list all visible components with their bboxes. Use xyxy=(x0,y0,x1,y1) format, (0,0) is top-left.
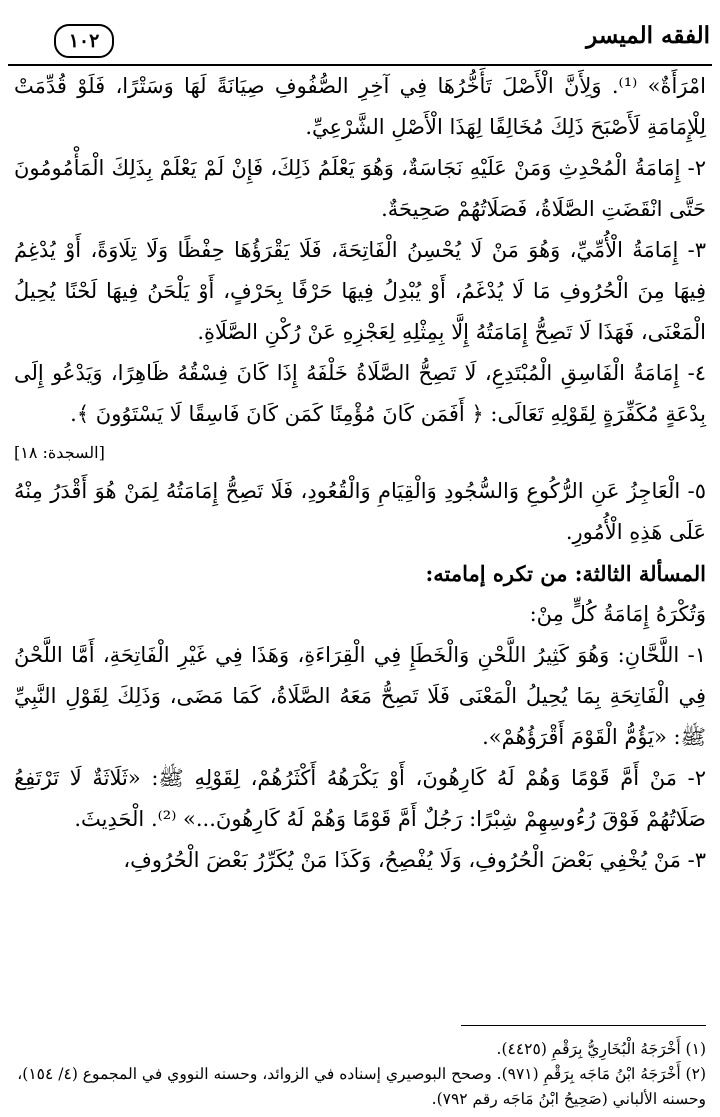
paragraph: ٤- إِمَامَةُ الْفَاسِقِ الْمُبْتَدِعِ، لَا تَصِحُّ الصَّلَاةُ خَلْفَهُ إِذَا كَانَ فِسْقُهُ ظَاهِرًا، وَيَدْعُو إِلَى بِدْعَةٍ مُكَفِّرَةٍ لِقَوْلِهِ تَعَالَى: ﴿ أَفَمَن كَانَ مُؤْمِنًا كَمَن كَانَ فَاسِقًا لَا يَسْتَوُونَ ﴾. xyxy=(14,361,706,426)
list-item: ٣- مَنْ يُخْفِي بَعْضَ الْحُرُوفِ، وَلَا يُفْصِحُ، وَكَذَا مَنْ يُكَرِّرُ بَعْضَ الْحُرُوفِ، xyxy=(123,848,706,872)
list-item: ١- اللَّحَّانِ: وَهُوَ كَثِيرُ اللَّحْنِ وَالْخَطَإِ فِي الْقِرَاءَةِ، وَهَذَا فِي غَيْرِ الْفَاتِحَةِ، أَمَّا اللَّحْنُ فِي الْفَاتِحَةِ بِمَا يُحِيلُ الْمَعْنَى فَلَا تَصِحُّ مَعَهُ الصَّلَاةُ، كَمَا مَضَى، وَذَلِكَ لِقَوْلِ النَّبِيِّ ﷺ: «يَؤُمُّ الْقَوْمَ أَقْرَؤُهُمْ». xyxy=(14,643,706,749)
paragraph: ٣- إِمَامَةُ الْأُمِّيِّ، وَهُوَ مَنْ لَا يُحْسِنُ الْفَاتِحَةَ، فَلَا يَقْرَؤُهَا حِفْظًا وَلَا تِلَاوَةً، أَوْ يُدْغِمُ فِيهَا مِنَ الْحُرُوفِ مَا لَا يُدْغَمُ، أَوْ يُبْدِلُ فِيهَا حَرْفًا بِحَرْفٍ، أَوْ يَلْحَنُ فِيهَا لَحْنًا يُحِيلُ الْمَعْنَى، فَهَذَا لَا تَصِحُّ إِمَامَتُهُ إِلَّا بِمِثْلِهِ لِعَجْزِهِ عَنْ رُكْنِ الصَّلَاةِ. xyxy=(14,238,706,344)
footnote-divider xyxy=(461,1025,706,1026)
quran-reference: [السجدة: ١٨] xyxy=(14,443,105,462)
paragraph: امْرَأَةٌ» ⁽¹⁾. وَلِأَنَّ الْأَصْلَ تَأَخُّرُهَا فِي آخِرِ الصُّفُوفِ صِيَانَةً لَهَا وَسَتْرًا، فَلَوْ قُدِّمَتْ لِلْإِمَامَةِ لَأَصْبَحَ ذَلِكَ مُخَالِفًا لِهَذَا الْأَصْلِ الشَّرْعِيِّ. xyxy=(14,74,706,139)
page-number-badge: ١٠٢ xyxy=(54,24,114,58)
section-heading: المسألة الثالثة: من تكره إمامته: xyxy=(425,561,706,586)
book-title: الفقه الميسر xyxy=(586,22,710,49)
page-header xyxy=(8,14,712,66)
list-item: ٢- مَنْ أَمَّ قَوْمًا وَهُمْ لَهُ كَارِهُونَ، أَوْ يَكْرَهُهُ أَكْثَرُهُمْ، لِقَوْلِهِ ﷺ: «ثَلَاثَةٌ لَا تَرْتَفِعُ صَلَاتُهُمْ فَوْقَ رُءُوسِهِمْ شِبْرًا: رَجُلٌ أَمَّ قَوْمًا وَهُمْ لَهُ كَارِهُونَ...» ⁽²⁾. الْحَدِيثَ. xyxy=(14,766,706,831)
paragraph: ٥- الْعَاجِزُ عَنِ الرُّكُوعِ وَالسُّجُودِ وَالْقِيَامِ وَالْقُعُودِ، فَلَا تَصِحُّ إِمَامَتُهُ لِمَنْ هُوَ أَقْدَرُ مِنْهُ عَلَى هَذِهِ الْأُمُورِ. xyxy=(14,479,706,544)
footnote: (١) أَخْرَجَهُ الْبُخَارِيُّ بِرَقْمِ (٤٤٢٥). xyxy=(496,1040,706,1058)
main-text xyxy=(14,66,706,881)
intro-line: وَتُكْرَهُ إِمَامَةُ كُلٍّ مِنْ: xyxy=(529,602,706,626)
paragraph: ٢- إِمَامَةُ الْمُحْدِثِ وَمَنْ عَلَيْهِ نَجَاسَةٌ، وَهُوَ يَعْلَمُ ذَلِكَ، فَإِنْ لَمْ يَعْلَمْ بِذَلِكَ الْمَأْمُومُونَ حَتَّى انْقَضَتِ الصَّلَاةُ، فَصَلَاتُهُمْ صَحِيحَةٌ. xyxy=(14,156,706,221)
footnote: (٢) أَخْرَجَهُ ابْنُ مَاجَه بِرَقْمِ (٩٧١). وصحح البوصيري إسناده في الزوائد، وحسنه النووي في المجموع (٤/ ١٥٤)، وحسنه الألباني (صَحِيحُ ابْنُ مَاجَه رقم ٧٩٢). xyxy=(17,1065,706,1108)
footnotes xyxy=(14,1037,706,1112)
